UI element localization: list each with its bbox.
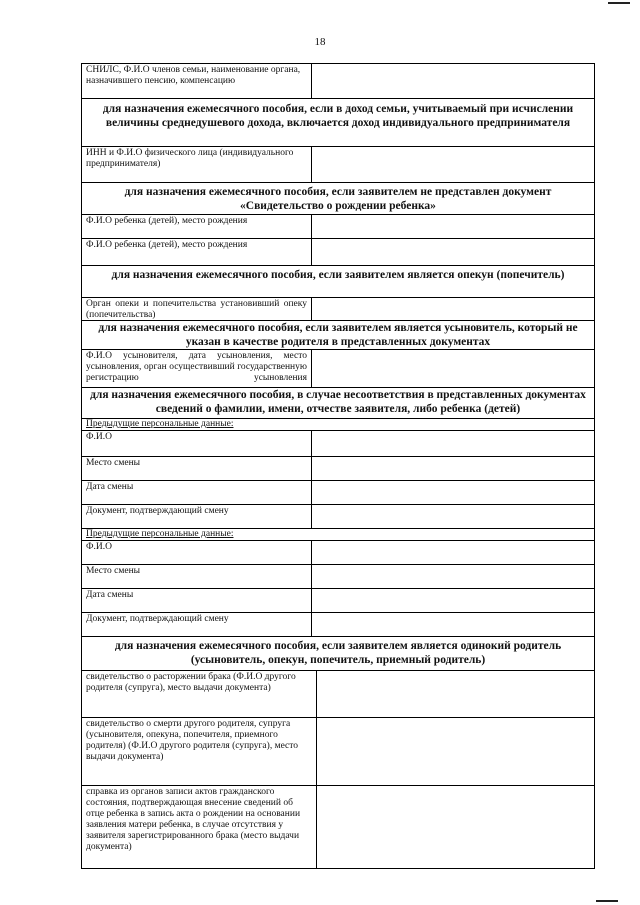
form-row xyxy=(82,146,594,182)
form-row-label: свидетельство о расторжении брака (Ф.И.О другого родителя (супруга), место выдачи документа) xyxy=(82,671,317,717)
application-form-table xyxy=(81,63,595,869)
form-row xyxy=(82,214,594,238)
form-row-input[interactable] xyxy=(312,565,594,588)
form-row xyxy=(82,564,594,588)
form-row-input[interactable] xyxy=(312,350,594,387)
form-row-input[interactable] xyxy=(317,786,594,868)
form-row-input[interactable] xyxy=(312,505,594,528)
section-heading-adopter: для назначения ежемесячного пособия, если заявителем является усыновитель, который не указан в качестве родителя в представленных документах xyxy=(82,320,594,349)
form-row-input[interactable] xyxy=(312,147,594,182)
form-row-label: Дата смены xyxy=(82,589,312,612)
form-row xyxy=(82,64,594,98)
form-row-label: Ф.И.О ребенка (детей), место рождения xyxy=(82,239,312,265)
scan-mark-top xyxy=(608,2,630,4)
form-row-input[interactable] xyxy=(312,215,594,238)
form-row-input[interactable] xyxy=(312,589,594,612)
form-row-input[interactable] xyxy=(312,613,594,636)
form-row-label: Документ, подтверждающий смену xyxy=(82,505,312,528)
form-row-label: Место смены xyxy=(82,457,312,480)
form-row xyxy=(82,297,594,320)
form-row-input[interactable] xyxy=(312,431,594,456)
form-row-label: Место смены xyxy=(82,565,312,588)
form-row xyxy=(82,456,594,480)
form-row xyxy=(82,238,594,265)
form-row xyxy=(82,480,594,504)
form-row-label: Ф.И.О xyxy=(82,431,312,456)
form-row-label: СНИЛС, Ф.И.О членов семьи, наименование органа, назначившего пенсию, компенсацию xyxy=(82,64,312,98)
form-row-label: Документ, подтверждающий смену xyxy=(82,613,312,636)
form-row xyxy=(82,349,594,387)
form-row-label: справка из органов записи актов гражданского состояния, подтверждающая внесение сведений об отце ребенка в запись акта о рождении на основании заявления матери ребенка, в случае отсутствия у заявителя зарегистрированного брака (место выдачи документа) xyxy=(82,786,317,868)
form-row-input[interactable] xyxy=(317,671,594,717)
form-row-input[interactable] xyxy=(312,481,594,504)
form-row xyxy=(82,670,594,717)
form-row-input[interactable] xyxy=(317,718,594,785)
form-row-label: Ф.И.О ребенка (детей), место рождения xyxy=(82,215,312,238)
section-heading-guardian: для назначения ежемесячного пособия, если заявителем является опекун (попечитель) xyxy=(82,265,594,297)
form-row-label: Дата смены xyxy=(82,481,312,504)
page-number: 18 xyxy=(314,36,326,48)
form-row-label: ИНН и Ф.И.О физического лица (индивидуального предпринимателя) xyxy=(82,147,312,182)
scan-mark-bottom xyxy=(596,900,618,902)
form-row-input[interactable] xyxy=(312,457,594,480)
form-row-label: Ф.И.О xyxy=(82,541,312,564)
section-heading-birth-certificate: для назначения ежемесячного пособия, если заявителем не представлен документ «Свидетельство о рождении ребенка» xyxy=(82,182,594,214)
form-row xyxy=(82,785,594,868)
form-row-label: Орган опеки и попечительства установивший опеку (попечительства) xyxy=(82,298,312,320)
section-heading-entrepreneur: для назначения ежемесячного пособия, если в доход семьи, учитываемый при исчислении величины среднедушевого дохода, включается доход индивидуального предпринимателя xyxy=(82,98,594,146)
section-heading-name-mismatch: для назначения ежемесячного пособия, в случае несоответствия в представленных документах сведений о фамилии, имени, отчестве заявителя, либо ребенка (детей) xyxy=(82,387,594,418)
form-row-input[interactable] xyxy=(312,64,594,98)
form-row xyxy=(82,430,594,456)
form-row xyxy=(82,504,594,528)
form-row-input[interactable] xyxy=(312,239,594,265)
form-row xyxy=(82,717,594,785)
form-row xyxy=(82,540,594,564)
form-row-label: свидетельство о смерти другого родителя, супруга (усыновителя, опекуна, попечителя, приемного родителя) (Ф.И.О другого родителя (супруга), место выдачи документа) xyxy=(82,718,317,785)
form-row-label: Ф.И.О усыновителя, дата усыновления, место усыновления, орган осуществивший государственную регистрацию усыновления xyxy=(82,350,312,387)
previous-data-label: Предыдущие персональные данные: xyxy=(82,528,594,540)
form-row xyxy=(82,588,594,612)
section-heading-single-parent: для назначения ежемесячного пособия, если заявителем является одинокий родитель (усыновитель, опекун, попечитель, приемный родитель) xyxy=(82,636,594,670)
form-row-input[interactable] xyxy=(312,541,594,564)
previous-data-label: Предыдущие персональные данные: xyxy=(82,418,594,430)
form-row-input[interactable] xyxy=(312,298,594,320)
form-row xyxy=(82,612,594,636)
